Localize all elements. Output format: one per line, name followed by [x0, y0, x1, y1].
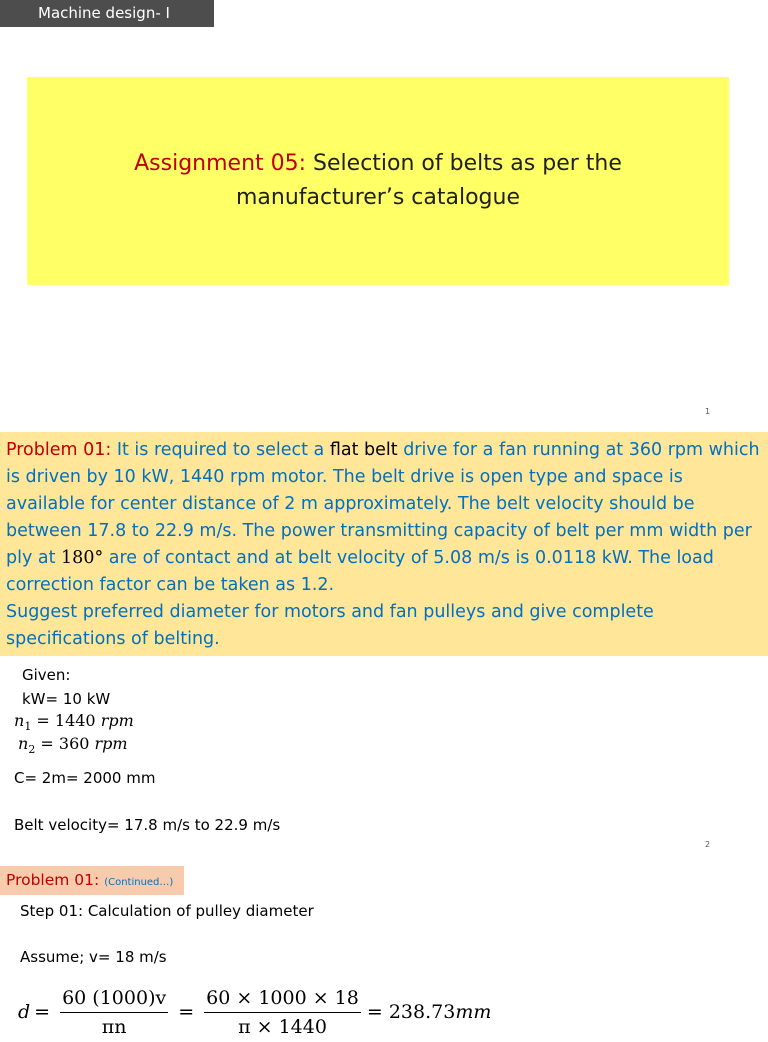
- equation-lhs: d: [18, 1001, 31, 1023]
- page-number-2: 2: [705, 840, 711, 849]
- assignment-title-line2: manufacturer’s catalogue: [236, 185, 520, 210]
- continued-label-box: [0, 866, 184, 895]
- assume-velocity: Assume; v= 18 m/s: [20, 948, 167, 966]
- assignment-title-box: [27, 77, 729, 285]
- fraction-1-numerator: 60 (1000)v: [60, 987, 168, 1013]
- problem-label: Problem 01:: [6, 440, 112, 460]
- equation-fraction-2: [204, 987, 361, 1038]
- fraction-2-numerator: 60 × 1000 × 18: [204, 987, 361, 1013]
- equation-result: = 238.73: [366, 1001, 456, 1023]
- problem-flat-belt: flat belt: [329, 440, 398, 460]
- step-heading: Step 01: Calculation of pulley diameter: [20, 902, 314, 920]
- problem-text-d: Suggest preferred diameter for motors and fan pulleys and give complete specifications of belting.: [6, 602, 654, 649]
- assignment-number: Assignment 05:: [134, 151, 307, 176]
- assignment-title: [134, 147, 622, 215]
- fraction-2-denominator: π × 1440: [238, 1015, 327, 1038]
- continued-tag: (Continued…): [104, 877, 174, 888]
- assignment-title-line1: Selection of belts as per the: [306, 151, 622, 176]
- course-tag: Machine design- I: [0, 0, 214, 27]
- problem-statement-box: [0, 432, 768, 656]
- equation-fraction-1: [60, 987, 168, 1038]
- diameter-equation: d = $\frac{60 (1000)v}{\pi n}$ = $\frac{60 \times 1000 \times 18}{\pi \times 1440}$ = 238.73 mm: [18, 986, 492, 1038]
- fraction-1-denominator: πn: [101, 1015, 127, 1038]
- given-label: Given:: [22, 666, 71, 684]
- problem-text-a: It is required to select a: [111, 440, 330, 460]
- problem-text-c: are of contact and at belt velocity of 5.08 m/s is 0.0118 kW. The load correction factor can be taken as 1.2.: [6, 548, 714, 595]
- given-n1: $n_1 = 1440$ rpm: [14, 711, 134, 734]
- given-belt-velocity: Belt velocity= 17.8 m/s to 22.9 m/s: [14, 816, 281, 834]
- problem-angle: 180°: [61, 548, 104, 568]
- equation-unit: mm: [455, 1001, 492, 1023]
- continued-problem-label: Problem 01:: [6, 871, 100, 889]
- given-n2: $n_2 = 360$ rpm: [18, 734, 128, 757]
- problem-text-b: drive for a fan running at 360 rpm which is driven by 10 kW, 1440 rpm motor. The belt drive is open type and space is available for center distance of 2 m approximately. The belt velocity should be between 17.8 to 22.9 m/s. The power transmitting capacity of belt per mm width per ply at: [6, 440, 760, 568]
- page-number-1: 1: [705, 407, 711, 416]
- given-kw: kW= 10 kW: [22, 690, 111, 708]
- given-center-distance: C= 2m= 2000 mm: [14, 769, 156, 787]
